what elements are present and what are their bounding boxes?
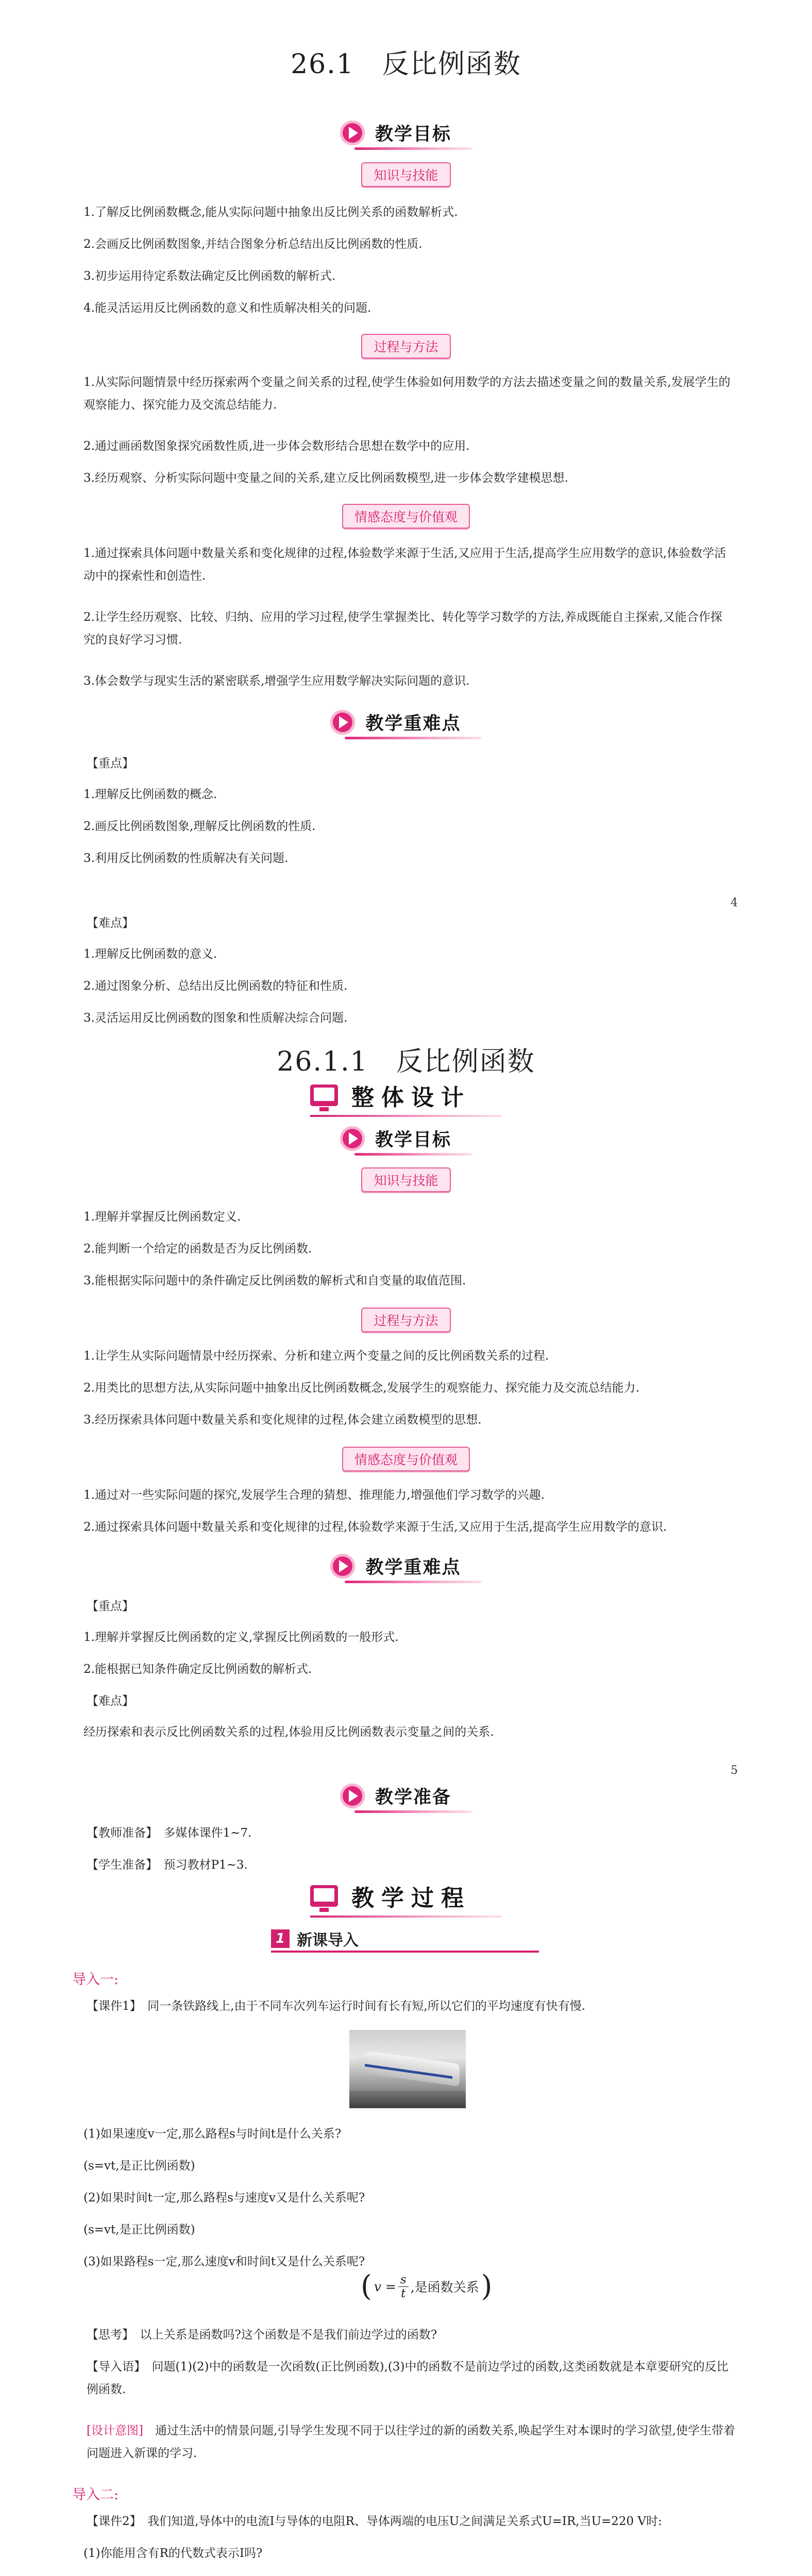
goal-item: 1.理解并掌握反比例函数定义. — [83, 1210, 241, 1224]
goal-item: 1.通过探索具体问题中数量关系和变化规律的过程,体验数学来源于生活,又应用于生活,提高学生应用数学的意识,体验数学活动中的探索性和创造性. — [83, 547, 726, 583]
intro-label: 导入二: — [72, 2487, 119, 2503]
play-icon — [340, 1784, 365, 1808]
step-label: 新课导入 — [297, 1931, 359, 1950]
goal-item: 1.通过对一些实际问题的探究,发展学生合理的猜想、推理能力,增强他们学习数学的兴趣. — [83, 1488, 545, 1502]
step-number: 1 — [271, 1929, 290, 1948]
difficulty-label: 【难点】 — [87, 1694, 134, 1708]
step-banner — [271, 1927, 539, 1953]
play-icon — [330, 1554, 355, 1579]
goals-header — [0, 117, 812, 148]
banner-underline — [310, 1916, 502, 1918]
student-prep: 【学生准备】 预习教材P1~3. — [87, 1858, 248, 1872]
focus-item: 2.能根据已知条件确定反比例函数的解析式. — [83, 1663, 312, 1676]
monitor-icon — [310, 1885, 338, 1907]
focus-item: 2.画反比例函数图象,理解反比例函数的性质. — [83, 820, 316, 833]
guide-text: 【导入语】 问题(1)(2)中的函数是一次函数(正比例函数),(3)中的函数不是前边学过的函数,这类函数就是本章要研究的反比例函数. — [87, 2360, 729, 2396]
header-underline — [354, 147, 472, 150]
goal-item: 2.让学生经历观察、比较、归纳、应用的学习过程,使学生掌握类比、转化等学习数学的方法,养成既能自主探索,又能合作探究的良好学习习惯. — [83, 611, 722, 647]
section-title: 26.1 反比例函数 — [291, 49, 521, 80]
question-line: (2)如果时间t一定,那么路程s与速度v又是什么关系呢? — [83, 2191, 365, 2205]
courseware-text: 【课件1】 同一条铁路线上,由于不同车次列车运行时间有长有短,所以它们的平均速度有快有慢. — [87, 1999, 586, 2013]
header-underline — [354, 1153, 472, 1156]
courseware-text: 【课件2】 我们知道,导体中的电流I与导体的电阻R、导体两端的电压U之间满足关系式U=IR,当U=220 V时: — [87, 2515, 662, 2528]
difficulty-item: 3.灵活运用反比例函数的图象和性质解决综合问题. — [83, 1011, 348, 1025]
goal-item: 2.通过画函数图象探究函数性质,进一步体会数形结合思想在数学中的应用. — [83, 439, 470, 453]
goal-item: 3.经历观察、分析实际问题中变量之间的关系,建立反比例函数模型,进一步体会数学建模思想. — [83, 471, 568, 485]
difficulty-item: 经历探索和表示反比例函数关系的过程,体验用反比例函数表示变量之间的关系. — [83, 1725, 494, 1739]
question-line: (3)如果路程s一定,那么速度v和时间t又是什么关系呢? — [83, 2255, 365, 2268]
difficulty-item: 2.通过图象分析、总结出反比例函数的特征和性质. — [83, 979, 348, 993]
header-underline — [345, 737, 481, 739]
intro-label: 导入一: — [72, 1972, 119, 1988]
goal-item: 2.会画反比例函数图象,并结合图象分析总结出反比例函数的性质. — [83, 238, 422, 251]
goal-item: 4.能灵活运用反比例函数的意义和性质解决相关的问题. — [83, 301, 371, 315]
focus-label: 【重点】 — [87, 757, 134, 770]
difficulty-label: 【难点】 — [87, 917, 134, 930]
goals-heading: 教学目标 — [375, 124, 451, 145]
question-line: (s=vt,是正比例函数) — [83, 2159, 195, 2173]
process-tag: 过程与方法 — [0, 1308, 812, 1332]
process-tag: 过程与方法 — [0, 334, 812, 359]
focus-item: 3.利用反比例函数的性质解决有关问题. — [83, 852, 289, 865]
overall-design-banner: 整体设计 — [0, 1079, 812, 1112]
prep-header: 教学准备 — [0, 1781, 812, 1811]
knowledge-tag: 知识与技能 — [0, 1167, 812, 1192]
goal-item: 3.体会数学与现实生活的紧密联系,增强学生应用数学解决实际问题的意识. — [83, 674, 470, 688]
teacher-prep: 【教师准备】 多媒体课件1~7. — [87, 1826, 252, 1840]
train-photo — [349, 2030, 466, 2108]
design-text: [设计意图] 通过生活中的情景问题,引导学生发现不同于以往学过的新的函数关系,唤起学生对本课时的学习欲望,使学生带着问题进入新课的学习. — [87, 2424, 735, 2460]
question-line: (1)你能用含有R的代数式表示I吗? — [83, 2547, 263, 2560]
goal-item: 2.用类比的思想方法,从实际问题中抽象出反比例函数概念,发展学生的观察能力、探究能力及交流总结能力. — [83, 1381, 639, 1395]
monitor-icon — [310, 1084, 338, 1106]
play-icon — [340, 1126, 365, 1151]
header-underline — [354, 1810, 472, 1813]
goal-item: 2.能判断一个给定的函数是否为反比例函数. — [83, 1242, 312, 1256]
key-heading: 教学重难点 — [365, 714, 461, 734]
knowledge-tag: 知识与技能 — [0, 162, 812, 187]
question-line: (1)如果速度v一定,那么路程s与时间t是什么关系? — [83, 2127, 342, 2141]
header-underline — [345, 1581, 481, 1583]
question-line — [83, 2574, 733, 2576]
attitude-tag: 情感态度与价值观 — [0, 1447, 812, 1471]
focus-label: 【重点】 — [87, 1600, 134, 1613]
banner-underline — [310, 1115, 502, 1117]
play-icon — [340, 121, 365, 145]
goals-header: 教学目标 — [0, 1123, 812, 1154]
goal-item: 1.了解反比例函数概念,能从实际问题中抽象出反比例关系的函数解析式. — [83, 206, 458, 219]
key-header: 教学重难点 — [0, 1551, 812, 1582]
page-number: 5 — [731, 1764, 738, 1777]
goal-item: 3.初步运用待定系数法确定反比例函数的解析式. — [83, 269, 336, 283]
goal-item: 3.经历探索具体问题中数量关系和变化规律的过程,体会建立函数模型的思想. — [83, 1413, 482, 1427]
page-number: 4 — [731, 896, 738, 909]
velocity-formula: ( v = $\frac{s}{t}$ ,是函数关系 ) — [361, 2269, 493, 2303]
goal-item: 1.从实际问题情景中经历探索两个变量之间关系的过程,使学生体验如何用数学的方法去描述变量之间的数量关系,发展学生的观察能力、探究能力及交流总结能力. — [83, 376, 731, 412]
attitude-tag: 情感态度与价值观 — [0, 504, 812, 529]
design-label: [设计意图] — [87, 2424, 143, 2437]
difficulty-item: 1.理解反比例函数的意义. — [83, 947, 217, 961]
question-line: (s=vt,是正比例函数) — [83, 2223, 195, 2236]
focus-item: 1.理解并掌握反比例函数的定义,掌握反比例函数的一般形式. — [83, 1631, 399, 1644]
goal-item: 3.能根据实际问题中的条件确定反比例函数的解析式和自变量的取值范围. — [83, 1274, 466, 1287]
focus-item: 1.理解反比例函数的概念. — [83, 788, 217, 801]
goal-item: 1.让学生从实际问题情景中经历探索、分析和建立两个变量之间的反比例函数关系的过程. — [83, 1349, 549, 1363]
goal-item: 2.通过探索具体问题中数量关系和变化规律的过程,体验数学来源于生活,又应用于生活,提高学生应用数学的意识. — [83, 1520, 667, 1534]
teaching-process-banner: 教学过程 — [0, 1879, 812, 1912]
key-header — [0, 707, 812, 738]
play-icon — [330, 710, 355, 735]
subsection-title: 26.1.1 反比例函数 — [277, 1046, 535, 1077]
think-text: 【思考】 以上关系是函数吗?这个函数是不是我们前边学过的函数? — [87, 2328, 437, 2342]
